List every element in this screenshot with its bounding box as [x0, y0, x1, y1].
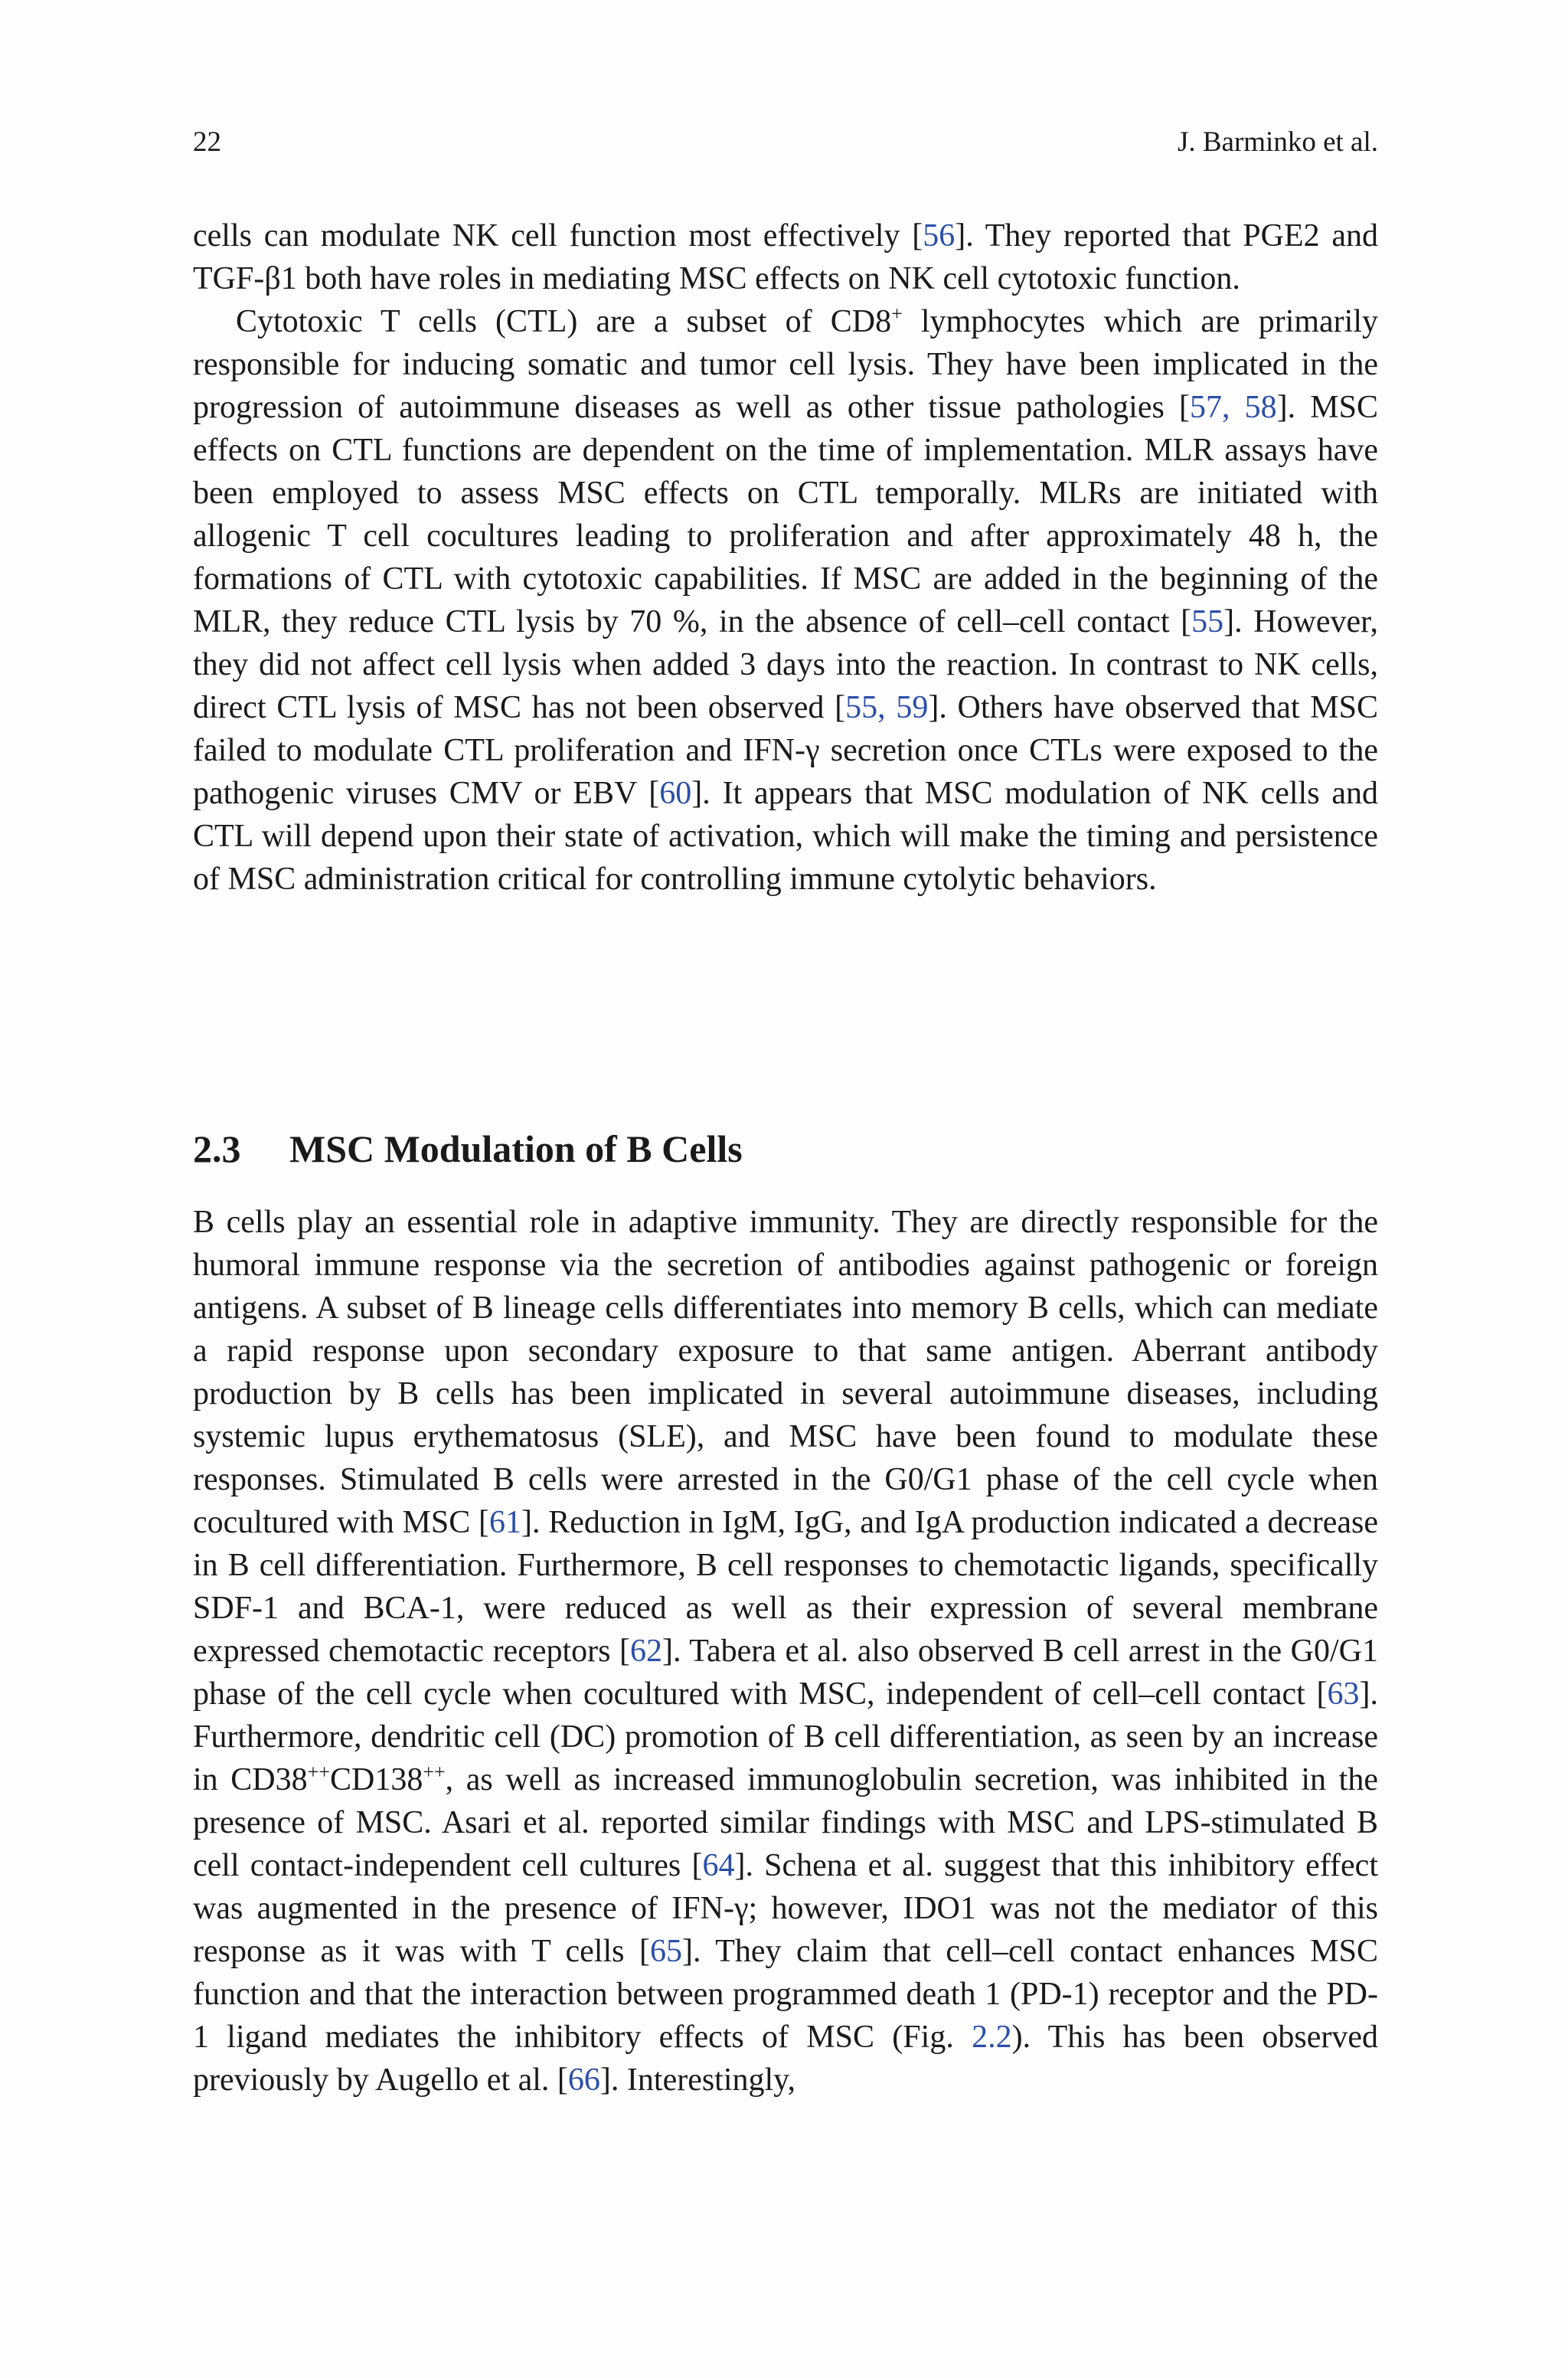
- citation-link[interactable]: 63: [1327, 1676, 1360, 1712]
- section-number: 2.3: [193, 1127, 241, 1170]
- citation-link[interactable]: 57, 58: [1189, 390, 1277, 425]
- section-title: MSC Modulation of B Cells: [289, 1127, 743, 1170]
- paragraph-ctl: Cytotoxic T cells (CTL) are a subset of CD8+ lymphocytes which are primarily responsible for inducing somatic and tumor cell lysis. They have been implicated in the progression of autoimmune diseases as well as other tissue pathologies [57, 58]. MSC effects on CTL functions are dependent on the time of implementation. MLR assays have been employed to assess MSC effects on CTL temporally. MLRs are initiated with allogenic T cell cocultures leading to proliferation and after approximately 48 h, the formations of CTL with cytotoxic capabilities. If MSC are added in the beginning of the MLR, they reduce CTL lysis by 70 %, in the absence of cell–cell contact [55]. However, they did not affect cell lysis when added 3 days into the reaction. In contrast to NK cells, direct CTL lysis of MSC has not been observed [55, 59]. Others have observed that MSC failed to modulate CTL proliferation and IFN-γ secretion once CTLs were exposed to the pathogenic viruses CMV or EBV [60]. It appears that MSC modulation of NK cells and CTL will depend upon their state of activation, which will make the timing and persistence of MSC administration critical for controlling immune cytolytic behaviors.: [193, 303, 1378, 897]
- superscript: ++: [423, 1761, 446, 1783]
- running-head-authors: J. Barminko et al.: [1177, 126, 1378, 158]
- body-text-lower: [193, 1201, 1378, 2102]
- paragraph-nk-cells: cells can modulate NK cell function most effectively [56]. They reported that PGE2 and TGF-β1 both have roles in mediating MSC effects on NK cell cytotoxic function.: [193, 218, 1378, 296]
- citation-link[interactable]: 64: [702, 1848, 735, 1883]
- citation-link[interactable]: 60: [659, 776, 692, 811]
- citation-link[interactable]: 61: [488, 1505, 521, 1540]
- citation-link[interactable]: 55: [1191, 604, 1224, 639]
- superscript: +: [891, 303, 903, 325]
- citation-link[interactable]: 56: [923, 218, 956, 254]
- paragraph-b-cells: B cells play an essential role in adaptive immunity. They are directly responsible for the humoral immune response via the secretion of antibodies against pathogenic or foreign antigens. A subset of B lineage cells differentiates into memory B cells, which can mediate a rapid response upon secondary exposure to that same antigen. Aberrant antibody production by B cells has been implicated in several autoimmune diseases, including systemic lupus erythematosus (SLE), and MSC have been found to modulate these responses. Stimulated B cells were arrested in the G0/G1 phase of the cell cycle when cocultured with MSC [61]. Reduction in IgM, IgG, and IgA production indicated a decrease in B cell differentiation. Furthermore, B cell responses to chemotactic ligands, specifically SDF-1 and BCA-1, were reduced as well as their expression of several membrane expressed chemotactic receptors [62]. Tabera et al. also observed B cell arrest in the G0/G1 phase of the cell cycle when cocultured with MSC, independent of cell–cell contact [63]. Furthermore, dendritic cell (DC) promotion of B cell differentiation, as seen by an increase in CD38++CD138++, as well as increased immunoglobulin secretion, was inhibited in the presence of MSC. Asari et al. reported similar findings with MSC and LPS-stimulated B cell contact-independent cell cultures [64]. Schena et al. suggest that this inhibitory effect was augmented in the presence of IFN-γ; however, IDO1 was not the mediator of this response as it was with T cells [65]. They claim that cell–cell contact enhances MSC function and that the interaction between programmed death 1 (PD-1) receptor and the PD-1 ligand mediates the inhibitory effects of MSC (Fig. 2.2). This has been observed previously by Augello et al. [66]. Interestingly,: [193, 1205, 1379, 2098]
- figure-link[interactable]: 2.2: [972, 2020, 1012, 2055]
- citation-link[interactable]: 55, 59: [845, 690, 929, 725]
- citation-link[interactable]: 65: [649, 1934, 682, 1969]
- section-heading: [193, 1126, 1378, 1172]
- page-number: 22: [193, 126, 221, 158]
- body-text-upper: [193, 214, 1378, 901]
- citation-link[interactable]: 66: [567, 2062, 600, 2098]
- citation-link[interactable]: 62: [630, 1634, 663, 1669]
- superscript: ++: [307, 1761, 330, 1783]
- running-head: [193, 126, 1378, 159]
